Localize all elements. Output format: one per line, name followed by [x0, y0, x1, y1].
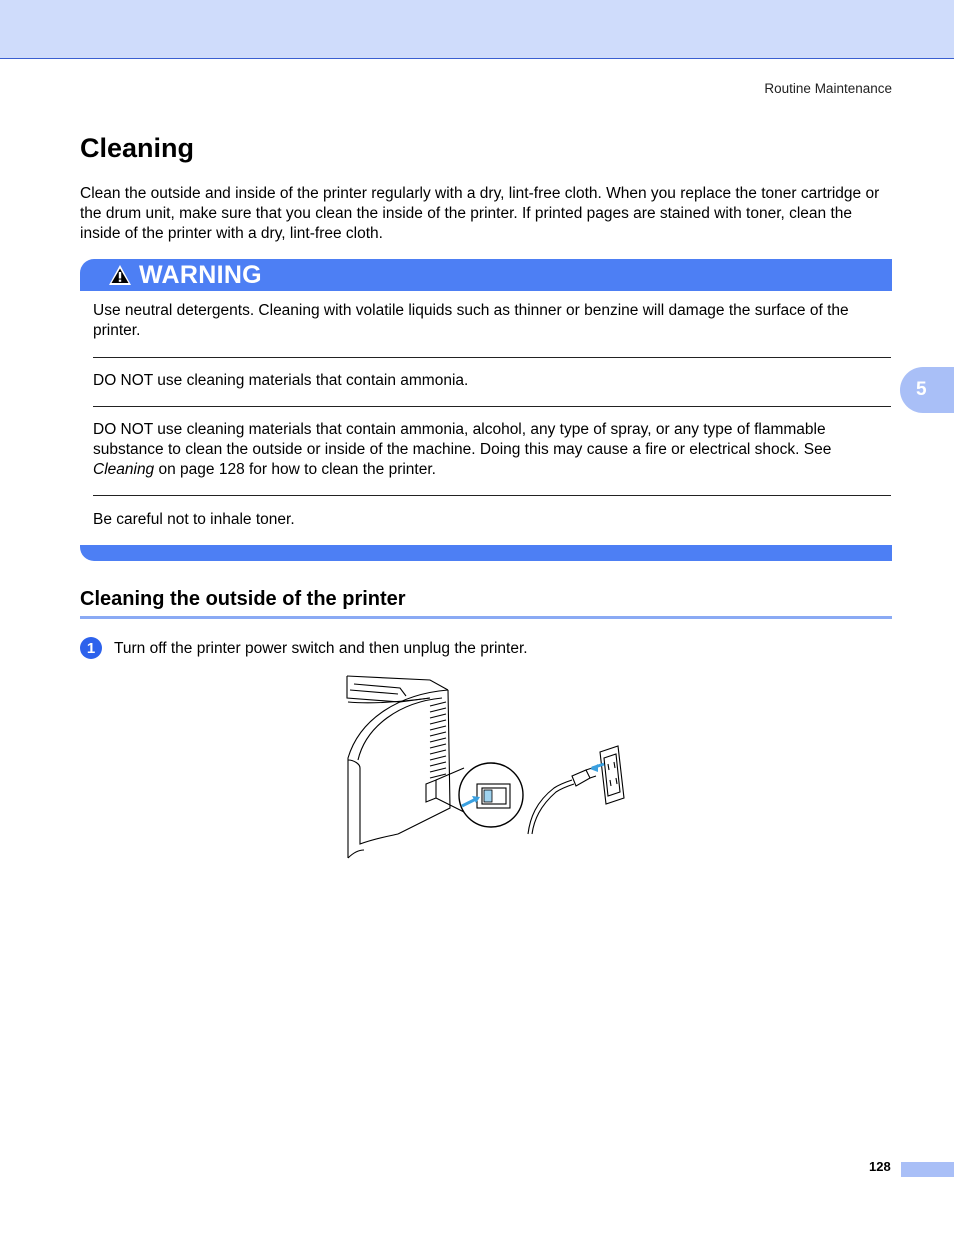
- warning-triangle-icon: [108, 264, 132, 286]
- printer-unplug-illustration: [340, 668, 640, 864]
- warning-item-flammable-tail: on page 128 for how to clean the printer.: [154, 461, 436, 478]
- chapter-tab: 5: [900, 367, 954, 413]
- warning-footer-bar: [80, 545, 892, 561]
- warning-separator: [93, 406, 891, 407]
- running-header: Routine Maintenance: [764, 81, 892, 96]
- warning-separator: [93, 357, 891, 358]
- warning-item-flammable-text: DO NOT use cleaning materials that contain ammonia, alcohol, any type of spray, or any type of flammable substance to clean the outside or inside of the machine. Doing this may cause a fire or electrical shock. See: [93, 421, 832, 458]
- warning-item-flammable: [93, 420, 891, 480]
- step-number-badge: 1: [80, 637, 102, 659]
- warning-item-inhale-toner: Be careful not to inhale toner.: [93, 511, 295, 528]
- top-header-band: [0, 0, 954, 59]
- section-title: Cleaning the outside of the printer: [80, 588, 406, 610]
- page-number: 128: [869, 1159, 891, 1174]
- cleaning-cross-reference: Cleaning: [93, 461, 155, 478]
- warning-separator: [93, 495, 891, 496]
- section-rule: [80, 616, 892, 619]
- warning-title: WARNING: [139, 260, 262, 289]
- warning-header: [80, 259, 892, 291]
- page-tab: [901, 1162, 954, 1177]
- page-title: Cleaning: [80, 133, 195, 163]
- warning-item-no-ammonia: DO NOT use cleaning materials that contain ammonia.: [93, 372, 469, 389]
- step-text: Turn off the printer power switch and then unplug the printer.: [114, 640, 528, 657]
- intro-paragraph: Clean the outside and inside of the printer regularly with a dry, lint-free cloth. When you replace the toner cartridge or the drum unit, make sure that you clean the inside of the printer. If printed pages are stained with toner, clean the inside of the printer with a dry, lint-free cloth.: [80, 185, 880, 242]
- warning-item-neutral-detergents: Use neutral detergents. Cleaning with volatile liquids such as thinner or benzine will damage the surface of the printer.: [93, 302, 849, 339]
